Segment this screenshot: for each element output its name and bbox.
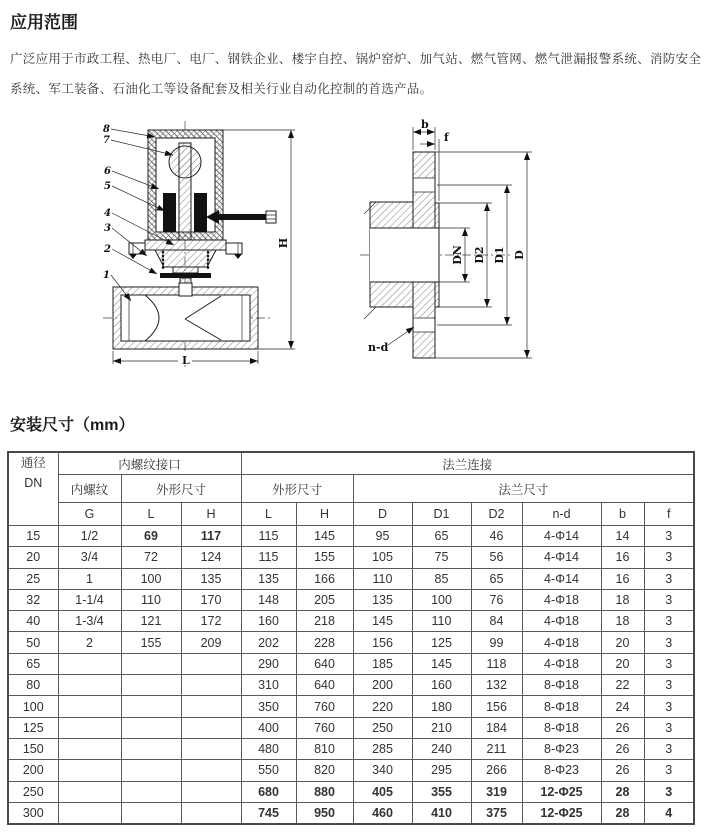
table-cell: 25: [8, 568, 58, 589]
table-cell: 185: [353, 653, 412, 674]
flange-b-label: b: [421, 118, 429, 131]
table-cell: 4-Φ18: [522, 589, 601, 610]
table-cell: 12-Φ25: [522, 802, 601, 824]
table-cell: 211: [471, 738, 522, 759]
table-cell: 118: [471, 653, 522, 674]
table-cell: [181, 675, 241, 696]
table-cell: 132: [471, 675, 522, 696]
table-cell: 950: [296, 802, 353, 824]
table-cell: 121: [121, 611, 181, 632]
table-cell: [58, 696, 121, 717]
table-row: [8, 696, 694, 717]
table-cell: 210: [412, 717, 471, 738]
table-cell: 150: [8, 738, 58, 759]
table-cell: 155: [296, 547, 353, 568]
header-flange-dims: 法兰尺寸: [353, 475, 694, 503]
table-cell: 20: [601, 632, 644, 653]
table-row: [8, 547, 694, 568]
flange-d1-label: D1: [493, 246, 506, 264]
table-cell: 16: [601, 547, 644, 568]
table-cell: 880: [296, 781, 353, 802]
table-cell: 20: [601, 653, 644, 674]
header-dn: [8, 452, 58, 526]
table-cell: 3: [644, 781, 694, 802]
table-cell: 3: [644, 589, 694, 610]
flange-ear-right: [226, 243, 242, 254]
table-cell: 8-Φ18: [522, 675, 601, 696]
col-header-f: f: [644, 503, 694, 526]
table-cell: [181, 653, 241, 674]
table-cell: [58, 781, 121, 802]
table-cell: 69: [121, 526, 181, 547]
table-cell: 155: [121, 632, 181, 653]
table-cell: 8-Φ18: [522, 696, 601, 717]
table-cell: [181, 802, 241, 824]
part-number-2: 2: [104, 244, 111, 255]
table-cell: [121, 738, 181, 759]
table-cell: 76: [471, 589, 522, 610]
table-cell: 4-Φ18: [522, 632, 601, 653]
table-row: [8, 675, 694, 696]
table-row: [8, 611, 694, 632]
header-outline-flange: 外形尺寸: [241, 475, 353, 503]
flange-d-label: D: [513, 250, 526, 260]
table-cell: 200: [353, 675, 412, 696]
table-cell: 65: [412, 526, 471, 547]
table-cell: 172: [181, 611, 241, 632]
table-cell: [181, 781, 241, 802]
col-header-b: b: [601, 503, 644, 526]
table-cell: [58, 802, 121, 824]
table-cell: 285: [353, 738, 412, 759]
table-row: [8, 526, 694, 547]
table-cell: 550: [241, 760, 296, 781]
part-number-5: 5: [104, 181, 111, 192]
flange-f-label: f: [444, 131, 449, 144]
table-cell: 125: [412, 632, 471, 653]
table-cell: 3: [644, 738, 694, 759]
table-cell: 3/4: [58, 547, 121, 568]
application-scope-text: 广泛应用于市政工程、热电厂、电厂、钢铁企业、楼宇自控、锅炉窑炉、加气站、燃气管网、燃气泄漏报警系统、消防安全系统、军工装备、石油化工等设备配套及相关行业自动化控制的首选产品。: [10, 52, 702, 96]
flange-drawing: [360, 115, 550, 370]
table-cell: 4-Φ18: [522, 653, 601, 674]
table-cell: 124: [181, 547, 241, 568]
table-cell: 300: [8, 802, 58, 824]
table-cell: [121, 717, 181, 738]
table-cell: 3: [644, 526, 694, 547]
header-dn-line2: DN: [24, 476, 43, 490]
table-cell: [121, 675, 181, 696]
cable-arrow-shaft: [218, 214, 266, 220]
table-cell: 3: [644, 611, 694, 632]
table-cell: 240: [412, 738, 471, 759]
col-header-h2: H: [296, 503, 353, 526]
table-cell: [58, 760, 121, 781]
table-cell: 135: [353, 589, 412, 610]
cable-connector: [266, 211, 276, 223]
col-header-h1: H: [181, 503, 241, 526]
table-row: [8, 653, 694, 674]
part-number-1: 1: [103, 270, 110, 281]
table-cell: [181, 717, 241, 738]
table-cell: [121, 696, 181, 717]
table-cell: 20: [8, 547, 58, 568]
table-cell: 400: [241, 717, 296, 738]
table-cell: 4-Φ14: [522, 547, 601, 568]
valve-height-dim-label: H: [277, 237, 290, 249]
bolt-hole-lower: [414, 318, 435, 332]
table-cell: 4: [644, 802, 694, 824]
table-cell: 375: [471, 802, 522, 824]
table-cell: 12-Φ25: [522, 781, 601, 802]
table-cell: [58, 738, 121, 759]
table-row: [8, 738, 694, 759]
header-outline-threaded: 外形尺寸: [121, 475, 241, 503]
table-cell: 350: [241, 696, 296, 717]
table-cell: 26: [601, 738, 644, 759]
table-cell: 110: [121, 589, 181, 610]
table-cell: 340: [353, 760, 412, 781]
table-cell: [58, 653, 121, 674]
col-header-d: D: [353, 503, 412, 526]
packing-nut: [173, 267, 198, 273]
dimensions-table: [7, 451, 695, 825]
table-cell: 156: [353, 632, 412, 653]
header-flange-group: 法兰连接: [241, 452, 694, 475]
nd-leader-line: [388, 327, 414, 345]
table-cell: 3: [644, 717, 694, 738]
table-cell: 156: [471, 696, 522, 717]
table-cell: 319: [471, 781, 522, 802]
table-cell: [181, 738, 241, 759]
table-cell: 75: [412, 547, 471, 568]
table-cell: [58, 675, 121, 696]
table-cell: 680: [241, 781, 296, 802]
table-cell: 290: [241, 653, 296, 674]
table-cell: 4-Φ14: [522, 526, 601, 547]
table-cell: 85: [412, 568, 471, 589]
table-cell: 28: [601, 802, 644, 824]
header-thread-sub: 内螺纹: [58, 475, 121, 503]
table-cell: [181, 760, 241, 781]
table-cell: 640: [296, 653, 353, 674]
dimensions-table-body: [8, 526, 694, 825]
table-cell: 50: [8, 632, 58, 653]
table-cell: 810: [296, 738, 353, 759]
flange-d2-label: D2: [473, 246, 486, 264]
table-cell: 105: [353, 547, 412, 568]
table-cell: 99: [471, 632, 522, 653]
table-row: [8, 717, 694, 738]
table-cell: 310: [241, 675, 296, 696]
table-cell: 160: [241, 611, 296, 632]
col-header-l1: L: [121, 503, 181, 526]
valve-width-dim-label: L: [182, 354, 190, 367]
col-header-d2: D2: [471, 503, 522, 526]
part-number-4: 4: [104, 208, 111, 219]
table-cell: 65: [471, 568, 522, 589]
table-cell: 110: [412, 611, 471, 632]
table-cell: 40: [8, 611, 58, 632]
table-cell: 100: [412, 589, 471, 610]
table-cell: 160: [412, 675, 471, 696]
table-cell: 8-Φ18: [522, 717, 601, 738]
table-cell: 355: [412, 781, 471, 802]
ear-seal-right: [234, 254, 242, 259]
table-cell: [58, 717, 121, 738]
table-cell: 480: [241, 738, 296, 759]
table-cell: 1-3/4: [58, 611, 121, 632]
table-cell: 166: [296, 568, 353, 589]
table-cell: 18: [601, 589, 644, 610]
bonnet-flange: [145, 240, 226, 250]
table-cell: 8-Φ23: [522, 760, 601, 781]
table-row: [8, 568, 694, 589]
table-cell: [121, 781, 181, 802]
table-cell: 209: [181, 632, 241, 653]
table-cell: 65: [8, 653, 58, 674]
col-header-l2: L: [241, 503, 296, 526]
table-cell: 26: [601, 760, 644, 781]
table-cell: 125: [8, 717, 58, 738]
table-cell: 14: [601, 526, 644, 547]
table-cell: [121, 802, 181, 824]
table-cell: 95: [353, 526, 412, 547]
table-row: [8, 781, 694, 802]
table-cell: 26: [601, 717, 644, 738]
part-number-6: 6: [104, 166, 111, 177]
table-cell: 1-1/4: [58, 589, 121, 610]
coil-left: [163, 193, 176, 232]
table-cell: 202: [241, 632, 296, 653]
table-cell: 218: [296, 611, 353, 632]
valve-body-bore: [121, 295, 250, 341]
table-cell: 228: [296, 632, 353, 653]
header-dn-line1: 通径: [20, 456, 46, 470]
coil-right: [194, 193, 207, 232]
table-cell: 3: [644, 568, 694, 589]
table-cell: 410: [412, 802, 471, 824]
table-cell: 110: [353, 568, 412, 589]
table-cell: 220: [353, 696, 412, 717]
table-cell: 3: [644, 632, 694, 653]
table-cell: 2: [58, 632, 121, 653]
table-cell: [181, 696, 241, 717]
table-cell: 145: [412, 653, 471, 674]
table-cell: 180: [412, 696, 471, 717]
table-cell: 250: [353, 717, 412, 738]
table-cell: 200: [8, 760, 58, 781]
table-cell: 32: [8, 589, 58, 610]
table-cell: 72: [121, 547, 181, 568]
table-cell: 148: [241, 589, 296, 610]
table-cell: 295: [412, 760, 471, 781]
table-cell: 115: [241, 526, 296, 547]
table-cell: 4-Φ14: [522, 568, 601, 589]
table-row: [8, 802, 694, 824]
table-cell: 80: [8, 675, 58, 696]
table-cell: 145: [353, 611, 412, 632]
table-cell: 135: [181, 568, 241, 589]
table-cell: 3: [644, 547, 694, 568]
table-cell: 100: [8, 696, 58, 717]
table-cell: 22: [601, 675, 644, 696]
table-cell: 28: [601, 781, 644, 802]
table-cell: 745: [241, 802, 296, 824]
table-row: [8, 589, 694, 610]
table-row: [8, 760, 694, 781]
col-header-nd: n-d: [522, 503, 601, 526]
table-cell: 3: [644, 653, 694, 674]
armature-stem: [179, 143, 191, 240]
table-cell: 170: [181, 589, 241, 610]
table-cell: 15: [8, 526, 58, 547]
table-cell: 266: [471, 760, 522, 781]
flange-dn-label: DN: [451, 245, 464, 265]
technical-drawings: [0, 110, 714, 382]
table-cell: 18: [601, 611, 644, 632]
table-cell: 84: [471, 611, 522, 632]
table-cell: 115: [241, 547, 296, 568]
col-header-g: G: [58, 503, 121, 526]
table-cell: 16: [601, 568, 644, 589]
part-number-7: 7: [103, 135, 110, 146]
table-cell: [121, 653, 181, 674]
table-cell: 3: [644, 696, 694, 717]
table-cell: 117: [181, 526, 241, 547]
disc-plate: [160, 273, 211, 278]
table-cell: 1/2: [58, 526, 121, 547]
table-cell: 1: [58, 568, 121, 589]
bolt-hole-upper: [414, 178, 435, 192]
table-cell: 3: [644, 675, 694, 696]
table-cell: 8-Φ23: [522, 738, 601, 759]
part-number-8: 8: [103, 124, 110, 135]
table-cell: 4-Φ18: [522, 611, 601, 632]
ear-seal-left: [129, 254, 137, 259]
table-cell: 24: [601, 696, 644, 717]
valve-section-drawing: [85, 115, 300, 377]
stem-entry: [179, 283, 192, 296]
table-cell: 460: [353, 802, 412, 824]
table-row: [8, 632, 694, 653]
table-cell: 405: [353, 781, 412, 802]
table-cell: 135: [241, 568, 296, 589]
table-cell: 46: [471, 526, 522, 547]
flange-nd-label: n-d: [368, 341, 389, 354]
col-header-d1: D1: [412, 503, 471, 526]
table-cell: 820: [296, 760, 353, 781]
pipe-bore: [370, 228, 439, 282]
table-cell: 760: [296, 696, 353, 717]
table-cell: 56: [471, 547, 522, 568]
table-cell: 145: [296, 526, 353, 547]
header-threaded-group: 内螺纹接口: [58, 452, 241, 475]
table-cell: 250: [8, 781, 58, 802]
installation-dimensions-title: 安装尺寸（mm）: [10, 417, 135, 434]
table-cell: 184: [471, 717, 522, 738]
application-scope-title: 应用范围: [10, 13, 78, 32]
part-number-3: 3: [104, 223, 111, 234]
table-cell: 3: [644, 760, 694, 781]
table-cell: 760: [296, 717, 353, 738]
table-cell: 100: [121, 568, 181, 589]
table-cell: [121, 760, 181, 781]
table-cell: 640: [296, 675, 353, 696]
table-cell: 205: [296, 589, 353, 610]
